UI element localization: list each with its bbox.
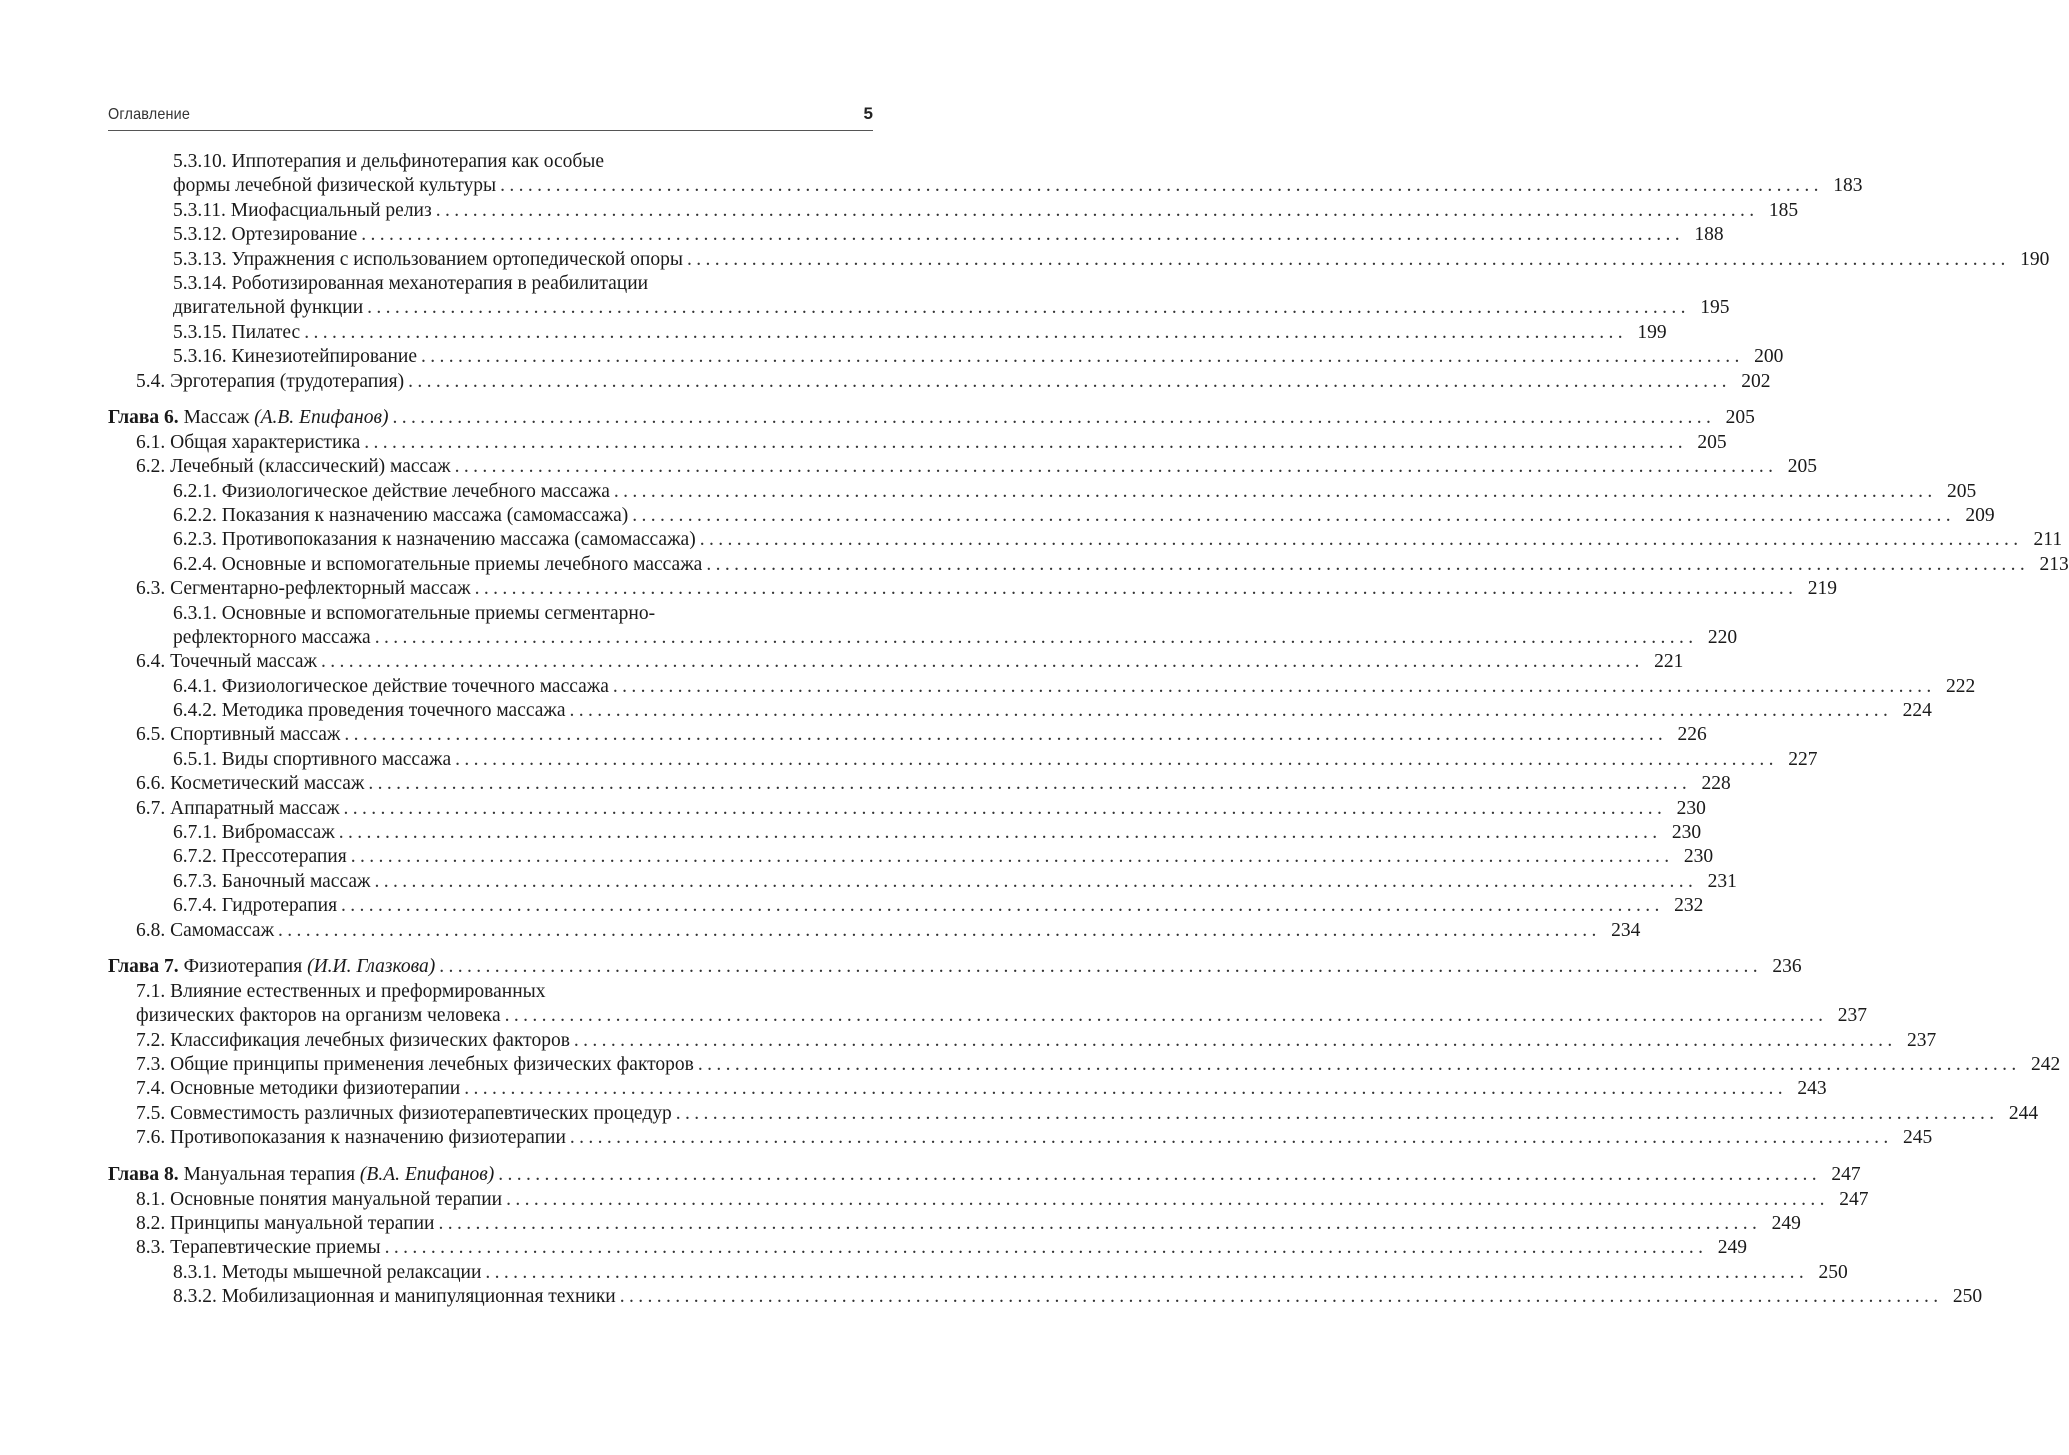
toc-entry-title — [173, 821, 335, 845]
toc-entry-text: 8.2. Принципы мануальной терапии — [136, 1212, 435, 1234]
toc-section-entry — [108, 723, 1707, 747]
toc-entry-text: 6.4.2. Методика проведения точечного массажа — [173, 700, 566, 722]
toc-section-entry — [108, 1029, 1937, 1053]
toc-subsection-entry — [108, 296, 1730, 320]
toc-entry-title — [136, 650, 317, 674]
toc-page-number: 250 — [1818, 1261, 1848, 1283]
toc-page-number: 190 — [2020, 248, 2050, 270]
toc-page-number: 242 — [2031, 1054, 2061, 1076]
toc-entry-title — [173, 748, 451, 772]
toc-entry-title — [136, 1102, 672, 1126]
dot-leader — [304, 321, 1622, 345]
toc-entry-title — [173, 675, 609, 699]
toc-page-number: 237 — [1907, 1029, 1937, 1051]
dot-leader — [700, 528, 2018, 552]
toc-entry-title — [173, 602, 655, 626]
toc-entry-text: 5.3.14. Роботизированная механотерапия в реабилитации — [173, 272, 649, 294]
toc-section-entry — [108, 1212, 1801, 1236]
toc-entry-title — [173, 174, 496, 198]
toc-chapter-entry — [108, 1163, 1861, 1187]
dot-leader — [698, 1053, 2016, 1077]
toc-subsection-entry — [108, 699, 1932, 723]
toc-entry-text: 6.2.1. Физиологическое действие лечебного массажа — [173, 480, 610, 502]
toc-subsection-entry — [108, 272, 873, 296]
toc-page-number: 183 — [1833, 175, 1863, 197]
toc-section-entry — [108, 1053, 2061, 1077]
toc-entry-text: 7.3. Общие принципы применения лечебных физических факторов — [136, 1054, 694, 1076]
toc-entry-text: 6.2. Лечебный (классический) массаж — [136, 456, 451, 478]
dot-leader — [455, 455, 1773, 479]
toc-entry-title — [173, 1261, 481, 1285]
toc-page-number: 245 — [1903, 1127, 1933, 1149]
toc-entry-text: 5.3.10. Иппотерапия и дельфинотерапия как особые — [173, 150, 605, 172]
toc-page-number: 230 — [1683, 846, 1714, 868]
toc-entry-text: 6.7.3. Баночный массаж — [173, 870, 371, 892]
dot-leader — [570, 1126, 1888, 1150]
dot-leader — [344, 723, 1662, 747]
toc-subsection-entry — [108, 1261, 1848, 1285]
dot-leader — [392, 406, 1710, 430]
dot-leader — [614, 480, 1932, 504]
toc-entry-text: 5.3.16. Кинезиотейпирование — [173, 346, 418, 368]
toc-page-number: 244 — [2008, 1102, 2039, 1124]
toc-page-number: 199 — [1637, 321, 1667, 343]
toc-entry-title — [173, 150, 604, 174]
dot-leader — [455, 748, 1773, 772]
dot-leader — [506, 1188, 1824, 1212]
toc-section-entry — [108, 980, 873, 1004]
toc-entry-title — [136, 1126, 566, 1150]
toc-entry-title — [136, 723, 340, 747]
toc-entry-title — [136, 577, 471, 601]
dot-leader — [475, 577, 1793, 601]
toc-entry-title — [108, 406, 388, 430]
toc-entry-title — [173, 345, 417, 369]
toc-entry-title — [136, 797, 340, 821]
toc-entry-text: 7.2. Классификация лечебных физических факторов — [136, 1029, 570, 1051]
toc-entry-title — [173, 528, 696, 552]
dot-leader — [278, 919, 1596, 943]
toc-entry-title — [136, 1212, 434, 1236]
dot-leader — [344, 797, 1662, 821]
toc-page-number: 200 — [1754, 346, 1784, 368]
dot-leader — [439, 955, 1757, 979]
toc-entry-text: 6.2.3. Противопоказания к назначению массажа (самомассажа) — [173, 529, 696, 551]
toc-page-number: 228 — [1701, 773, 1731, 795]
toc-entry-title — [173, 553, 702, 577]
toc-subsection-entry — [108, 894, 1704, 918]
toc-chapter-entry — [108, 956, 1802, 980]
toc-subsection-entry — [108, 199, 1799, 223]
toc-page-number: 205 — [1787, 456, 1817, 478]
running-header-title: Оглавление — [108, 106, 191, 123]
toc-page-number: 195 — [1700, 297, 1730, 319]
toc-chapter-entry — [108, 406, 1755, 430]
dot-leader — [505, 1004, 1823, 1028]
toc-page-number: 205 — [1947, 480, 1977, 502]
toc-subsection-entry — [108, 150, 873, 174]
toc-entry-text: 8.3. Терапевтические приемы — [136, 1237, 381, 1259]
chapter-label: Глава 7. — [108, 956, 179, 978]
chapter-author: (В.А. Епифанов) — [359, 1164, 495, 1186]
toc-entry-title — [173, 199, 432, 223]
toc-entry-title — [136, 431, 360, 455]
toc-page-number: 205 — [1725, 407, 1755, 429]
toc-entry-title — [173, 894, 337, 918]
toc-subsection-entry — [108, 248, 2050, 272]
toc-section-entry — [108, 455, 1817, 479]
dot-leader — [498, 1163, 1816, 1187]
toc-page-number: 249 — [1771, 1212, 1801, 1234]
toc-section-entry — [108, 577, 1837, 601]
toc-entry-text: 6.1. Общая характеристика — [136, 431, 361, 453]
toc-entry-text: 6.3. Сегментарно-рефлекторный массаж — [136, 578, 471, 600]
dot-leader — [687, 248, 2005, 272]
toc-entry-text: 5.3.13. Упражнения с использованием ортопедической опоры — [173, 248, 683, 270]
toc-entry-text: 7.5. Совместимость различных физиотерапевтических процедур — [136, 1102, 672, 1124]
toc-subsection-entry — [108, 223, 1724, 247]
toc-subsection-entry — [108, 553, 2069, 577]
dot-leader — [351, 845, 1669, 869]
dot-leader — [613, 675, 1931, 699]
toc-entry-text: 5.4. Эрготерапия (трудотерапия) — [136, 370, 405, 392]
toc-entry-title — [136, 1188, 502, 1212]
toc-entry-text: 6.3.1. Основные и вспомогательные приемы сегментарно- — [173, 602, 656, 624]
dot-leader — [574, 1029, 1892, 1053]
header-rule — [108, 130, 873, 131]
toc-entry-text: 6.7.4. Гидротерапия — [173, 895, 338, 917]
toc-entry-text: 8.3.2. Мобилизационная и манипуляционная техники — [173, 1286, 616, 1308]
toc-page-number: 213 — [2039, 553, 2069, 575]
toc-entry-text: 7.1. Влияние естественных и преформированных — [136, 980, 546, 1002]
toc-entry-title — [136, 772, 364, 796]
toc-page-number: 222 — [1946, 675, 1976, 697]
toc-entry-title — [136, 980, 545, 1004]
toc-entry-text: 8.1. Основные понятия мануальной терапии — [136, 1188, 503, 1210]
toc-entry-text: двигательной функции — [173, 297, 364, 319]
toc-page-number: 227 — [1788, 748, 1818, 770]
toc-page-number: 211 — [2033, 529, 2063, 551]
toc-page-number: 220 — [1707, 626, 1738, 648]
toc-section-entry — [108, 1004, 1867, 1028]
toc-entry-title — [136, 1029, 570, 1053]
toc-entry-title — [136, 1236, 381, 1260]
dot-leader — [408, 370, 1726, 394]
toc-subsection-entry — [108, 321, 1667, 345]
chapter-label: Глава 6. — [108, 407, 179, 429]
toc-page-number: 236 — [1772, 956, 1802, 978]
toc-entry-text: 5.3.15. Пилатес — [173, 321, 301, 343]
toc-entry-text: 6.5.1. Виды спортивного массажа — [173, 748, 452, 770]
dot-leader — [368, 772, 1686, 796]
toc-entry-title — [173, 223, 357, 247]
toc-subsection-entry — [108, 528, 2063, 552]
toc-page-number: 219 — [1807, 578, 1837, 600]
toc-section-entry — [108, 1077, 1827, 1101]
toc-subsection-entry — [108, 626, 1738, 650]
toc-entry-text: 5.3.12. Ортезирование — [173, 224, 358, 246]
running-header — [108, 104, 873, 128]
toc-entry-text: 6.8. Самомассаж — [136, 919, 275, 941]
toc-entry-text: 6.2.4. Основные и вспомогательные приемы лечебного массажа — [173, 553, 703, 575]
toc-page-number: 209 — [1965, 504, 1995, 526]
toc-entry-text: 6.7. Аппаратный массаж — [136, 797, 340, 819]
toc-page-number: 230 — [1671, 822, 1702, 844]
toc-entry-text: 6.4.1. Физиологическое действие точечного массажа — [173, 675, 609, 697]
toc-section-entry — [108, 1236, 1748, 1260]
toc-entry-text: 7.6. Противопоказания к назначению физиотерапии — [136, 1127, 566, 1149]
toc-entry-text: физических факторов на организм человека — [136, 1005, 501, 1027]
toc-entry-title — [136, 1004, 501, 1028]
dot-leader — [464, 1077, 1782, 1101]
toc-page-number: 230 — [1676, 797, 1706, 819]
toc-page-number: 231 — [1707, 870, 1737, 892]
toc-entry-text: 6.4. Точечный массаж — [136, 651, 317, 673]
dot-leader — [676, 1102, 1994, 1126]
toc-entry-text: Массаж — [183, 407, 250, 429]
toc-page-number: 232 — [1674, 895, 1704, 917]
dot-leader — [375, 626, 1693, 650]
page-number: 5 — [863, 104, 873, 123]
toc-section-entry — [108, 650, 1684, 674]
toc-entry-text: Физиотерапия — [183, 956, 303, 978]
toc-entry-text: 8.3.1. Методы мышечной релаксации — [173, 1261, 482, 1283]
toc-entry-title — [136, 1053, 694, 1077]
toc-page-number: 188 — [1694, 224, 1724, 246]
toc-entry-title — [173, 845, 347, 869]
toc-entry-title — [173, 321, 300, 345]
toc-entry-text: Мануальная терапия — [183, 1164, 356, 1186]
toc-entry-title — [173, 626, 371, 650]
dot-leader — [364, 431, 1682, 455]
toc-entry-text: 7.4. Основные методики физиотерапии — [136, 1078, 461, 1100]
toc-subsection-entry — [108, 1285, 1983, 1309]
dot-leader — [500, 174, 1818, 198]
toc-section-entry — [108, 772, 1731, 796]
toc-page-number: 185 — [1768, 199, 1799, 221]
dot-leader — [570, 699, 1888, 723]
toc-subsection-entry — [108, 821, 1702, 845]
toc-section-entry — [108, 919, 1641, 943]
toc-entry-text: 6.2.2. Показания к назначению массажа (самомассажа) — [173, 504, 629, 526]
toc-entry-title — [108, 1163, 494, 1187]
toc-subsection-entry — [108, 870, 1737, 894]
toc-section-entry — [108, 797, 1706, 821]
toc-subsection-entry — [108, 602, 873, 626]
dot-leader — [706, 553, 2024, 577]
dot-leader — [620, 1285, 1938, 1309]
table-of-contents — [108, 150, 2069, 1309]
toc-page-number: 249 — [1717, 1237, 1748, 1259]
dot-leader — [321, 650, 1639, 674]
toc-page-number: 247 — [1839, 1188, 1869, 1210]
toc-entry-title — [173, 272, 648, 296]
toc-page-number: 226 — [1677, 724, 1707, 746]
toc-page-number: 202 — [1741, 370, 1771, 392]
dot-leader — [339, 821, 1657, 845]
dot-leader — [436, 199, 1754, 223]
toc-subsection-entry — [108, 748, 1818, 772]
toc-entry-title — [136, 1077, 460, 1101]
toc-page-number: 221 — [1654, 651, 1684, 673]
dot-leader — [421, 345, 1739, 369]
toc-entry-title — [173, 870, 370, 894]
toc-entry-text: формы лечебной физической культуры — [173, 175, 497, 197]
dot-leader — [374, 870, 1692, 894]
toc-section-entry — [108, 370, 1771, 394]
toc-entry-title — [108, 955, 435, 979]
dot-leader — [438, 1212, 1756, 1236]
toc-section-entry — [108, 1102, 2039, 1126]
toc-subsection-entry — [108, 675, 1976, 699]
toc-subsection-entry — [108, 504, 1995, 528]
toc-entry-text: 6.6. Косметический массаж — [136, 773, 365, 795]
toc-page-number: 250 — [1952, 1286, 1983, 1308]
toc-entry-text: 5.3.11. Миофасциальный релиз — [173, 199, 432, 221]
dot-leader — [367, 296, 1685, 320]
toc-entry-title — [136, 370, 404, 394]
toc-entry-title — [173, 699, 566, 723]
toc-page-number: 237 — [1837, 1005, 1867, 1027]
toc-page-number: 224 — [1902, 700, 1932, 722]
toc-page-number: 247 — [1831, 1164, 1861, 1186]
toc-page-number: 205 — [1697, 431, 1727, 453]
toc-subsection-entry — [108, 345, 1784, 369]
dot-leader — [361, 223, 1679, 247]
toc-entry-text: 6.7.1. Вибромассаж — [173, 822, 335, 844]
toc-entry-title — [173, 480, 610, 504]
toc-entry-title — [173, 248, 683, 272]
toc-entry-title — [173, 504, 628, 528]
toc-subsection-entry — [108, 845, 1714, 869]
toc-entry-title — [136, 455, 451, 479]
toc-entry-title — [173, 1285, 616, 1309]
dot-leader — [632, 504, 1950, 528]
chapter-author: (А.В. Епифанов) — [254, 407, 389, 429]
toc-subsection-entry — [108, 480, 1977, 504]
toc-subsection-entry — [108, 174, 1863, 198]
toc-entry-text: рефлекторного массажа — [173, 626, 371, 648]
toc-entry-text: 6.5. Спортивный массаж — [136, 724, 341, 746]
toc-page-number: 243 — [1797, 1078, 1827, 1100]
toc-section-entry — [108, 1188, 1869, 1212]
dot-leader — [485, 1261, 1803, 1285]
toc-section-entry — [108, 1126, 1933, 1150]
toc-entry-title — [173, 296, 363, 320]
toc-section-entry — [108, 431, 1727, 455]
chapter-label: Глава 8. — [108, 1164, 179, 1186]
chapter-author: (И.И. Глазкова) — [307, 956, 436, 978]
toc-page-number: 234 — [1611, 919, 1641, 941]
dot-leader — [385, 1236, 1703, 1260]
toc-entry-text: 6.7.2. Прессотерапия — [173, 846, 347, 868]
toc-entry-title — [136, 919, 274, 943]
dot-leader — [341, 894, 1659, 918]
